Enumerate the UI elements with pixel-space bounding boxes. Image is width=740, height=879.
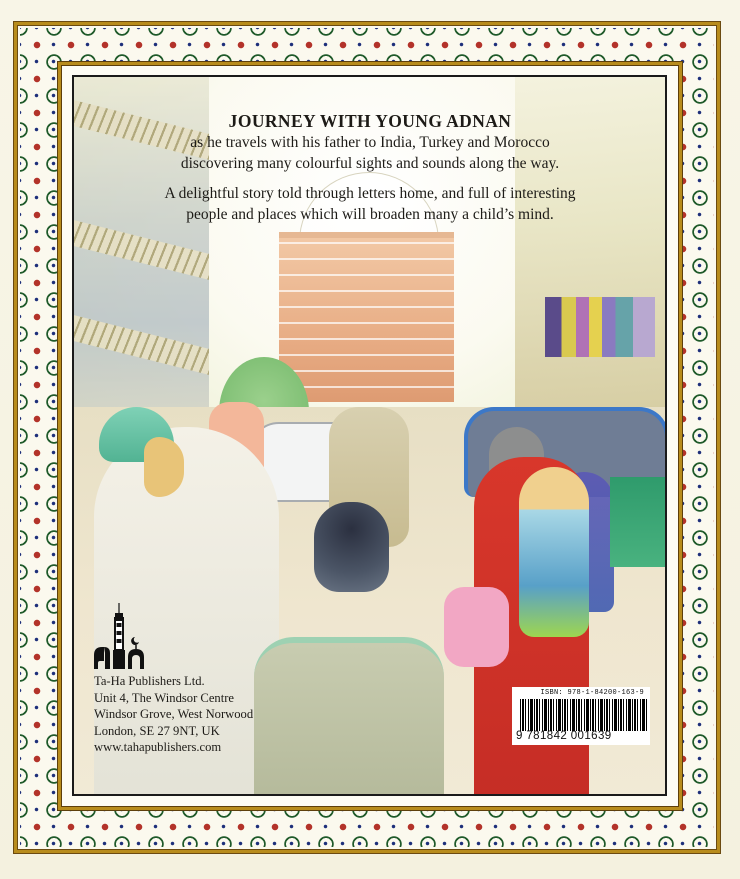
boy-head <box>314 502 389 592</box>
publisher-website-link[interactable]: www.tahapublishers.com <box>94 740 222 755</box>
bearded-face <box>144 437 184 497</box>
description-line: A delightful story told through letters home, and full of interesting <box>164 185 576 202</box>
green-awning <box>610 477 665 567</box>
barcode-digits: 9 781842 001639 <box>516 730 612 742</box>
publisher-address <box>94 673 253 756</box>
publisher-info <box>94 603 253 756</box>
isbn-barcode <box>512 687 650 745</box>
book-title: JOURNEY WITH YOUNG ADNAN <box>228 111 512 131</box>
publisher-address-line: Windsor Grove, West Norwood <box>94 707 254 722</box>
hanging-textiles <box>545 297 655 357</box>
publisher-address-line: Unit 4, The Windsor Centre <box>94 690 234 705</box>
boy-backpack <box>254 637 444 796</box>
cover-text-block <box>72 110 668 225</box>
mosque-minaret-logo-icon <box>94 603 144 671</box>
blurb-line: discovering many colourful sights and sounds along the way. <box>180 155 560 172</box>
balcony-slats <box>74 315 209 375</box>
baby <box>519 467 589 637</box>
mosque-brick-wall <box>279 232 454 402</box>
blurb-line: as he travels with his father to India, Turkey and Morocco <box>190 134 550 151</box>
isbn-label: ISBN: 978-1-84200-163-9 <box>540 689 644 697</box>
pink-handbag <box>444 587 509 667</box>
description-line: people and places which will broaden many a child’s mind. <box>186 206 554 223</box>
balcony-slats <box>74 220 209 280</box>
publisher-name: Ta-Ha Publishers Ltd. <box>94 674 205 688</box>
publisher-address-line: London, SE 27 9NT, UK <box>94 723 220 738</box>
barcode-bars <box>520 699 648 731</box>
